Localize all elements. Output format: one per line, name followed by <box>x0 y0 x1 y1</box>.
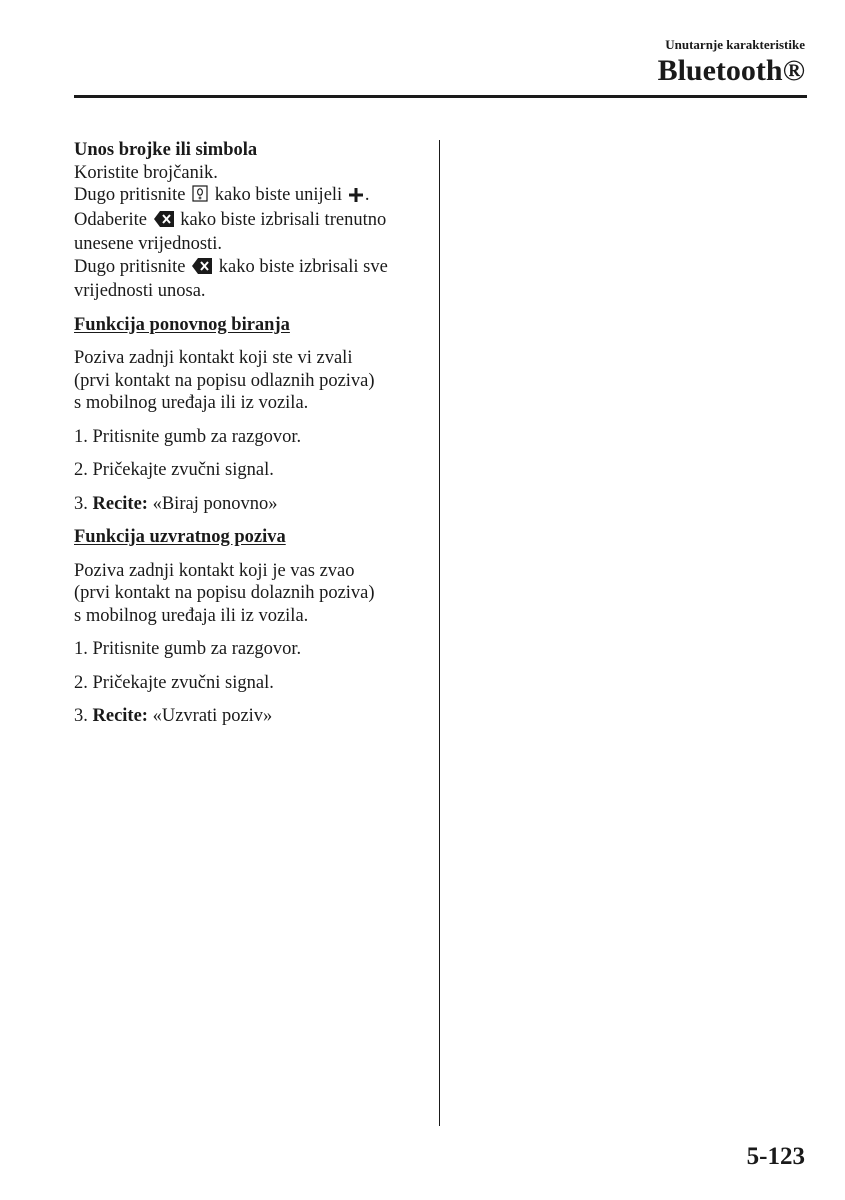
entry-line-2 <box>74 184 429 209</box>
plus-icon <box>349 186 363 209</box>
callback-step-2: 2. Pričekajte zvučni signal. <box>74 672 274 693</box>
redial-step-2: 2. Pričekajte zvučni signal. <box>74 460 274 480</box>
left-column <box>74 139 429 739</box>
page-number: 5-123 <box>746 1143 805 1170</box>
redial-step-3-label: Recite: <box>92 493 148 514</box>
callback-heading: Funkcija uzvratnog poziva <box>74 527 286 547</box>
callback-description <box>74 560 429 628</box>
entry-subheading: Unos brojke ili simbola <box>74 140 258 160</box>
redial-desc-line-2: (prvi kontakt na popisu odlaznih poziva) <box>74 370 375 391</box>
page-title: Bluetooth® <box>657 54 805 87</box>
entry-line-4: unesene vrijednosti. <box>74 234 222 254</box>
entry-line-2-start: Dugo pritisnite <box>74 185 186 205</box>
callback-step-3-number: 3. <box>74 706 88 726</box>
redial-step-3-number: 3. <box>74 493 88 514</box>
header-divider <box>74 95 807 98</box>
redial-desc-line-3: s mobilnog uređaja ili iz vozila. <box>74 393 309 413</box>
redial-heading: Funkcija ponovnog biranja <box>74 314 290 335</box>
callback-step-3 <box>74 705 429 728</box>
redial-step-1: 1. Pritisnite gumb za razgovor. <box>74 426 302 447</box>
column-divider <box>439 140 440 1126</box>
redial-description <box>74 347 429 415</box>
callback-step-3-label: Recite: <box>92 706 148 726</box>
entry-line-2-mid: kako biste unijeli <box>214 185 343 205</box>
callback-desc-line-2: (prvi kontakt na popisu dolaznih poziva) <box>74 583 375 603</box>
entry-line-5 <box>74 256 429 281</box>
entry-line-2-end: . <box>364 185 370 205</box>
entry-line-5-start: Dugo pritisnite <box>74 256 186 277</box>
callback-step-3-command: «Uzvrati poziv» <box>152 706 273 726</box>
redial-desc-line-1: Poziva zadnji kontakt koji ste vi zvali <box>74 348 353 368</box>
callback-step-1: 1. Pritisnite gumb za razgovor. <box>74 639 302 659</box>
header-section-label: Unutarnje karakteristike <box>665 37 805 52</box>
callback-desc-line-1: Poziva zadnji kontakt koji je vas zvao <box>74 560 355 581</box>
zero-key-icon <box>192 185 208 209</box>
redial-step-3 <box>74 493 429 516</box>
callback-desc-line-3: s mobilnog uređaja ili iz vozila. <box>74 605 309 626</box>
redial-step-3-command: «Biraj ponovno» <box>152 493 278 514</box>
entry-line-3-start: Odaberite <box>74 209 147 230</box>
backspace-icon <box>154 211 174 234</box>
entry-line-1: Koristite brojčanik. <box>74 162 218 183</box>
entry-line-6: vrijednosti unosa. <box>74 281 206 301</box>
backspace-icon <box>192 258 212 281</box>
entry-line-3-end: kako biste izbrisali trenutno <box>180 209 387 230</box>
entry-line-3 <box>74 209 429 234</box>
entry-line-5-end: kako biste izbrisali sve <box>218 256 388 277</box>
